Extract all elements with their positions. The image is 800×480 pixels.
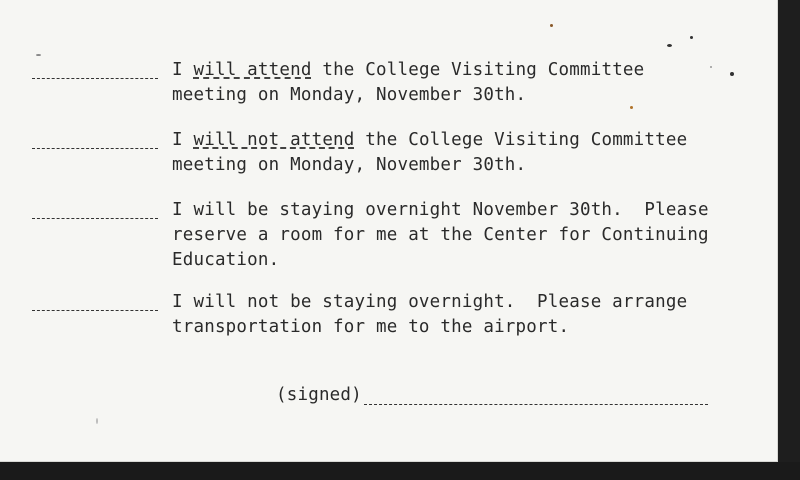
option-text: I will not be staying overnight. Please arrange transportation for me to the airport. — [172, 292, 688, 337]
blank-line-will-attend[interactable] — [32, 58, 158, 79]
signature-line[interactable] — [364, 384, 708, 405]
signed-label: (signed) — [276, 385, 362, 405]
ink-speck — [667, 44, 672, 47]
option-staying-overnight — [32, 198, 762, 273]
ink-speck — [550, 24, 553, 27]
option-text: I will attend the College Visiting Committee meeting on Monday, November 30th. — [172, 60, 645, 105]
ink-speck — [730, 72, 734, 76]
option-not-staying-overnight — [32, 290, 762, 340]
background-edge-right — [778, 0, 800, 480]
ink-speck — [630, 106, 633, 109]
blank-line-will-not-attend[interactable] — [32, 128, 158, 149]
signature-row — [276, 384, 708, 405]
blank-line-not-staying[interactable] — [32, 290, 158, 311]
background-edge-bottom — [0, 462, 800, 480]
ink-speck — [690, 36, 693, 39]
ink-speck — [710, 66, 712, 68]
ink-speck — [36, 54, 41, 56]
ink-speck — [96, 418, 98, 424]
option-text: I will not attend the College Visiting Committee meeting on Monday, November 30th. — [172, 130, 688, 175]
option-will-not-attend — [32, 128, 762, 178]
blank-line-staying-overnight[interactable] — [32, 198, 158, 219]
option-will-attend — [32, 58, 762, 108]
option-text: I will be staying overnight November 30th. Please reserve a room for me at the Center for Continuing Education. — [172, 200, 709, 270]
